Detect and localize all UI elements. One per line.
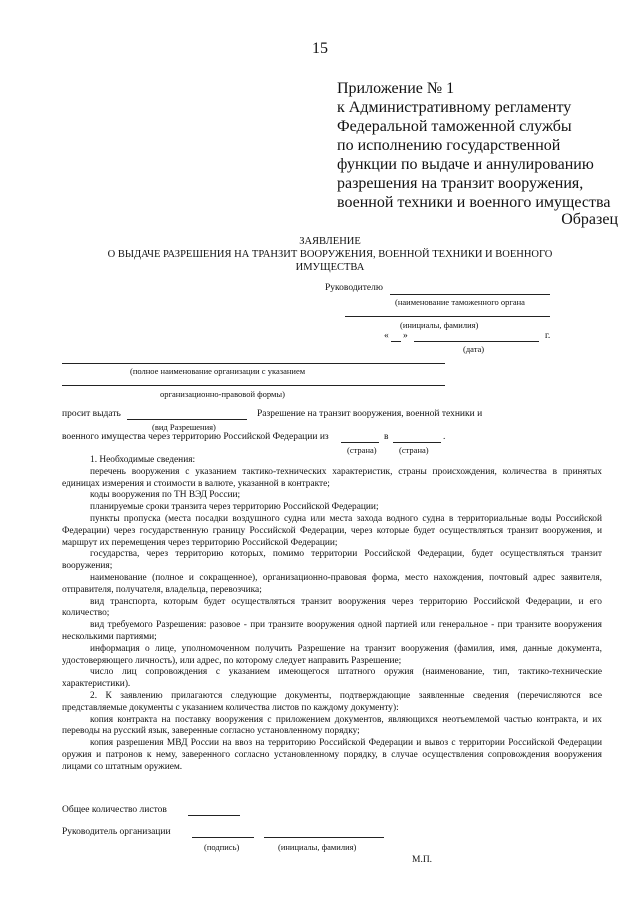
body-text — [62, 455, 602, 774]
body-paragraph: информация о лице, уполномоченном получить Разрешение на транзит вооружения (фамилия, имя, данные документа, удостоверяющего личность), или адрес, по которому следует направить Разрешение; — [62, 643, 602, 666]
country-to-line — [393, 442, 441, 443]
title-line: ЗАЯВЛЕНИЕ — [299, 236, 361, 247]
org-caption-1: (полное наименование организации с указанием — [130, 366, 306, 376]
customs-line — [390, 294, 550, 295]
signature-caption: (подпись) — [204, 842, 240, 852]
date-caption: (дата) — [463, 344, 485, 354]
appendix-block — [337, 79, 610, 212]
stamp-label: М.П. — [412, 855, 433, 865]
appendix-line: по исполнению государственной — [337, 137, 561, 154]
route-text: военного имущества через территорию Российской Федерации из — [62, 432, 329, 442]
footer-initials-caption: (инициалы, фамилия) — [278, 842, 357, 852]
sheets-line — [188, 815, 240, 816]
permit-type-line — [127, 419, 247, 420]
month-line — [414, 341, 539, 342]
appendix-line: Приложение № 1 — [337, 80, 455, 97]
appendix-line: Федеральной таможенной службы — [337, 118, 572, 135]
day-line — [391, 341, 401, 342]
document-title — [80, 235, 580, 274]
ask-label: просит выдать — [62, 409, 121, 419]
body-paragraph: копия контракта на поставку вооружения с приложением документов, являющихся неотъемлемой частью контракта, и их переводы на русский язык, заверенные согласно установленному порядку; — [62, 714, 602, 737]
org-caption-2: организационно-правовой формы) — [160, 389, 285, 399]
head-label: Руководителю — [325, 283, 383, 293]
signature-line — [192, 837, 254, 838]
org-line-2 — [62, 385, 445, 386]
body-paragraph: вид требуемого Разрешения: разовое - при транзите вооружения одной партией или генеральное - при транзите вооружения несколькими партиями; — [62, 620, 602, 642]
head-org-label: Руководитель организации — [62, 827, 171, 837]
body-paragraph: 1. Необходимые сведения: — [90, 455, 196, 465]
sample-label: Образец — [561, 211, 618, 228]
country-caption-to: (страна) — [399, 445, 429, 455]
year-suffix: г. — [545, 331, 551, 341]
appendix-line: к Административному регламенту — [337, 99, 572, 116]
end-dot: . — [443, 432, 446, 442]
country-caption-from: (страна) — [347, 445, 377, 455]
page-number: 15 — [312, 40, 328, 57]
initials-line — [264, 837, 384, 838]
date-quote-open: « — [384, 331, 389, 341]
body-paragraph: число лиц сопровождения с указанием имеющегося штатного оружия (наименование, тип, тактико-технические характеристики). — [62, 667, 602, 690]
permit-text: Разрешение на транзит вооружения, военной техники и — [257, 409, 483, 419]
appendix-line: разрешения на транзит вооружения, — [337, 175, 584, 192]
body-paragraph: наименование (полное и сокращенное), организационно-правовая форма, место нахождения, почтовый адрес заявителя, отправителя, получателя, владельца, перевозчика; — [62, 572, 602, 595]
appendix-line: функции по выдаче и аннулированию — [337, 156, 594, 173]
appendix-line: военной техники и военного имущества — [337, 194, 611, 211]
body-paragraph: вид транспорта, которым будет осуществляться транзит вооружения через территорию Российской Федерации, и его количество; — [62, 596, 602, 619]
sheets-label: Общее количество листов — [62, 805, 167, 815]
customs-caption: (наименование таможенного органа — [395, 297, 525, 307]
date-quote-close: » — [403, 331, 408, 341]
title-line: О ВЫДАЧЕ РАЗРЕШЕНИЯ НА ТРАНЗИТ ВООРУЖЕНИЯ, ВОЕННОЙ ТЕХНИКИ И ВОЕННОГО — [107, 249, 553, 260]
body-paragraph: копия разрешения МВД России на ввоз на территорию Российской Федерации и вывоз с территории Российской Федерации оружия и патронов к нему, заверенного согласно установленному порядку, в случае осуществления сопровождения вооружения лицами со штатным оружием. — [62, 738, 602, 772]
org-line-1 — [62, 363, 445, 364]
customs-line-2 — [345, 316, 550, 317]
body-paragraph: пункты пропуска (места посадки воздушного судна или места захода водного судна в территориальные воды Российской Федерации) через государственную границу Российской Федерации, через которые будет осуществляться транзит вооружения, и маршрут их перемещения через территорию Российской Федерации; — [62, 513, 602, 548]
country-from-line — [341, 442, 379, 443]
in-label: в — [384, 432, 389, 442]
body-paragraph: коды вооружения по ТН ВЭД России; — [90, 490, 241, 501]
body-paragraph: государства, через территорию которых, помимо территории Российской Федерации, будет осуществляться транзит вооружения; — [62, 549, 602, 572]
permit-type-caption: (вид Разрешения) — [152, 422, 216, 432]
body-paragraph: планируемые сроки транзита через территорию Российской Федерации; — [90, 502, 379, 513]
body-paragraph: 2. К заявлению прилагаются следующие документы, подтверждающие заявленные сведения (перечисляются все представляемые документы с указанием количества листов по каждому документу): — [62, 690, 602, 713]
initials-caption: (инициалы, фамилия) — [400, 320, 479, 330]
body-paragraph: перечень вооружения с указанием тактико-технических характеристик, страны происхождения, количества в принятых единицах измерения и стоимости в валюте, указанной в контракте; — [62, 466, 602, 489]
title-line: ИМУЩЕСТВА — [295, 262, 365, 273]
